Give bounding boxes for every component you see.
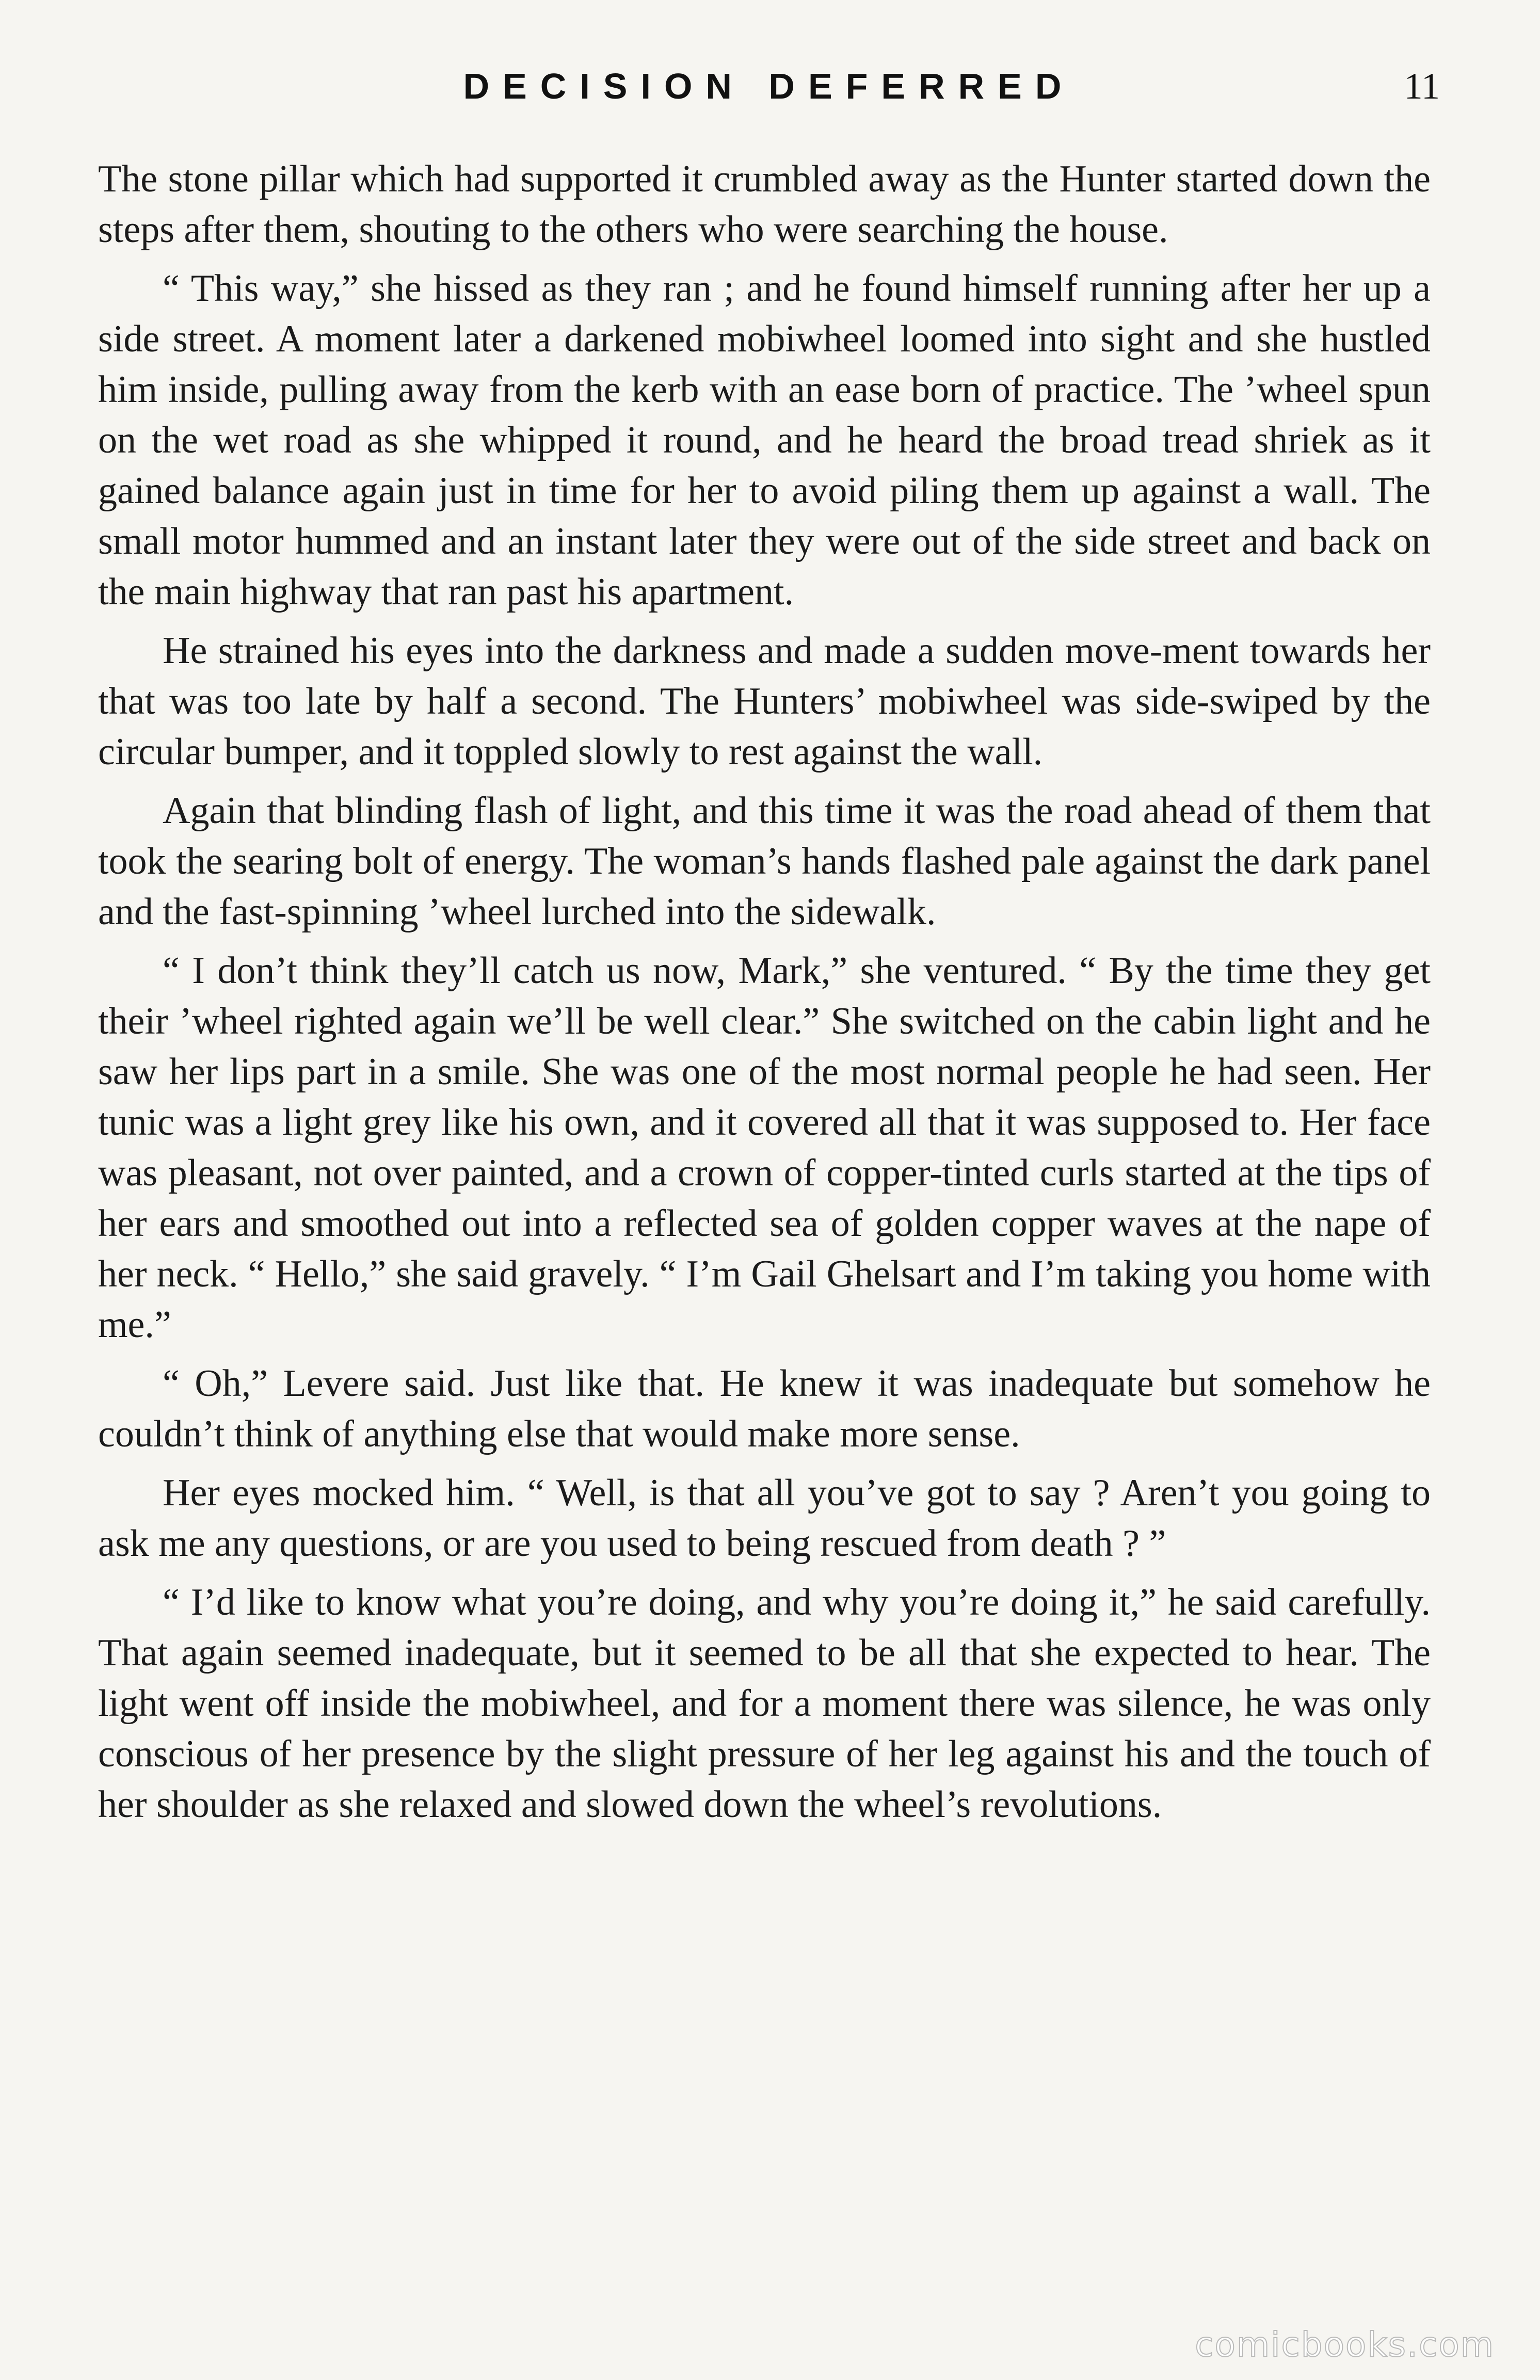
paragraph: “ Oh,” Levere said. Just like that. He knew it was inadequate but somehow he couldn’t think of anything else that would make more sense. xyxy=(98,1362,1431,1455)
page-number: 11 xyxy=(1404,66,1440,107)
paragraph: Again that blinding flash of light, and this time it was the road ahead of them that took the searing bolt of energy. The woman’s hands flashed pale against the dark panel and the fast-spinning ’wheel lurched into the sidewalk. xyxy=(98,790,1431,933)
watermark: comicbooks.com xyxy=(1195,2325,1495,2365)
paragraph: “ I’d like to know what you’re doing, and why you’re doing it,” he said carefully. That again seemed inadequate, but it seemed to be all that she expected to hear. The light went off inside the mobiwheel, and for a moment there was silence, he was only conscious of her presence by the slight pressure of her leg against his and the touch of her shoulder as she relaxed and slowed down the wheel’s revolutions. xyxy=(98,1581,1431,1826)
paragraph: Her eyes mocked him. “ Well, is that all you’ve got to say ? Aren’t you going to ask me any questions, or are you used to being rescued from death ? ” xyxy=(98,1472,1431,1565)
paragraph: “ I don’t think they’ll catch us now, Mark,” she ventured. “ By the time they get their ’wheel righted again we’ll be well clear.” She switched on the cabin light and he saw her lips part in a smile. She was one of the most normal people he had seen. Her tunic was a light grey like his own, and it covered all that it was supposed to. Her face was pleasant, not over painted, and a crown of copper-tinted curls started at the tips of her ears and smoothed out into a reflected sea of golden copper waves at the nape of her neck. “ Hello,” she said gravely. “ I’m Gail Ghelsart and I’m taking you home with me.” xyxy=(98,950,1431,1346)
paragraph: He strained his eyes into the darkness and made a sudden move-ment towards her that was too late by half a second. The Hunters’ mobiwheel was side-swiped by the circular bumper, and it toppled slowly to rest against the wall. xyxy=(98,630,1431,773)
paragraph: “ This way,” she hissed as they ran ; and he found himself running after her up a side street. A moment later a darkened mobiwheel loomed into sight and she hustled him inside, pulling away from the kerb with an ease born of practice. The ’wheel spun on the wet road as she whipped it round, and he heard the broad tread shriek as it gained balance again just in time for her to avoid piling them up against a wall. The small motor hummed and an instant later they were out of the side street and back on the main highway that ran past his apartment. xyxy=(98,267,1431,613)
running-title: DECISION DEFERRED xyxy=(463,66,1075,106)
running-head xyxy=(98,58,1440,115)
paragraph: The stone pillar which had supported it crumbled away as the Hunter started down the steps after them, shouting to the others who were searching the house. xyxy=(98,158,1431,251)
body-text xyxy=(98,154,1431,1838)
